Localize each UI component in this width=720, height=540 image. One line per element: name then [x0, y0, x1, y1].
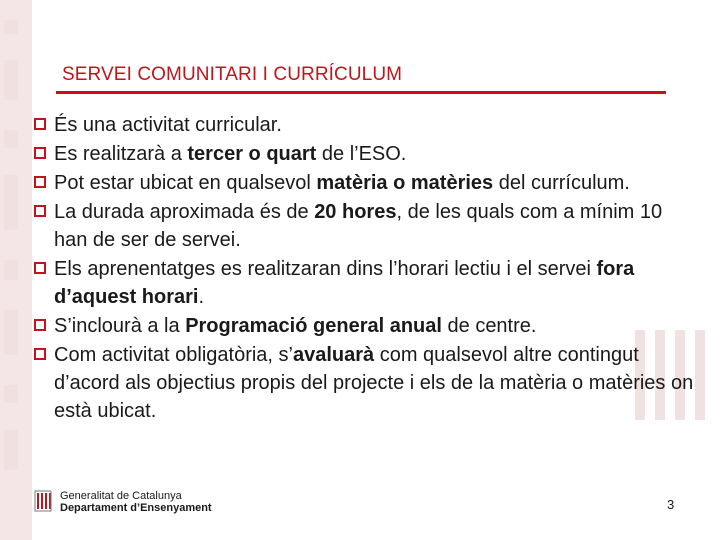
bullet-item: [34, 341, 699, 425]
bullet-item: [34, 198, 699, 254]
square-outline-icon: [34, 205, 46, 217]
bullet-emphasis: tercer o quart: [187, 143, 317, 165]
square-outline-icon: [34, 348, 46, 360]
bullet-emphasis: matèria o matèries: [316, 172, 494, 194]
slide-title: SERVEI COMUNITARI I CURRÍCULUM: [62, 64, 403, 85]
bullet-item: [34, 255, 699, 311]
bullet-item: [34, 312, 699, 340]
bullet-item: [34, 111, 699, 139]
bullet-text: S’inclourà a la: [54, 315, 186, 337]
generalitat-shield-icon: [34, 490, 52, 514]
square-outline-icon: [34, 262, 46, 274]
bullet-text: , de les quals com a mínim 10 han de ser de servei.: [54, 201, 663, 251]
bullet-text: de l’ESO.: [316, 143, 407, 165]
square-outline-icon: [34, 147, 46, 159]
page-number: 3: [667, 497, 675, 512]
footer-logo: [34, 490, 212, 514]
bullet-emphasis: 20 hores: [314, 201, 397, 223]
bullet-list: [34, 111, 699, 426]
square-outline-icon: [34, 319, 46, 331]
title-divider: [56, 91, 666, 94]
bullet-text: del currículum.: [493, 172, 630, 194]
square-outline-icon: [34, 176, 46, 188]
bullet-text: Pot estar ubicat en qualsevol: [54, 172, 317, 194]
square-outline-icon: [34, 118, 46, 130]
bullet-item: [34, 169, 699, 197]
bullet-text: Els aprenentatges es realitzaran dins l’horari lectiu i el servei: [54, 258, 597, 280]
bullet-emphasis: Programació general anual: [185, 315, 442, 337]
bullet-text: Es realitzarà a: [54, 143, 188, 165]
bullet-text: És una activitat curricular.: [54, 114, 282, 136]
org-name: Generalitat de Catalunya: [60, 490, 182, 502]
department-name: Departament d’Ensenyament: [60, 502, 212, 514]
bullet-item: [34, 140, 699, 168]
bullet-text: .: [198, 286, 205, 308]
bullet-text: com qualsevol altre contingut d’acord als objectius propis del projecte i els de la matèria o matèries on està ubicat.: [54, 344, 694, 422]
bullet-text: Com activitat obligatòria, s’: [54, 344, 293, 366]
bullet-emphasis: fora d’aquest horari: [54, 258, 635, 308]
bullet-text: de centre.: [441, 315, 537, 337]
bullet-emphasis: avaluarà: [292, 344, 375, 366]
bullet-text: La durada aproximada és de: [54, 201, 315, 223]
